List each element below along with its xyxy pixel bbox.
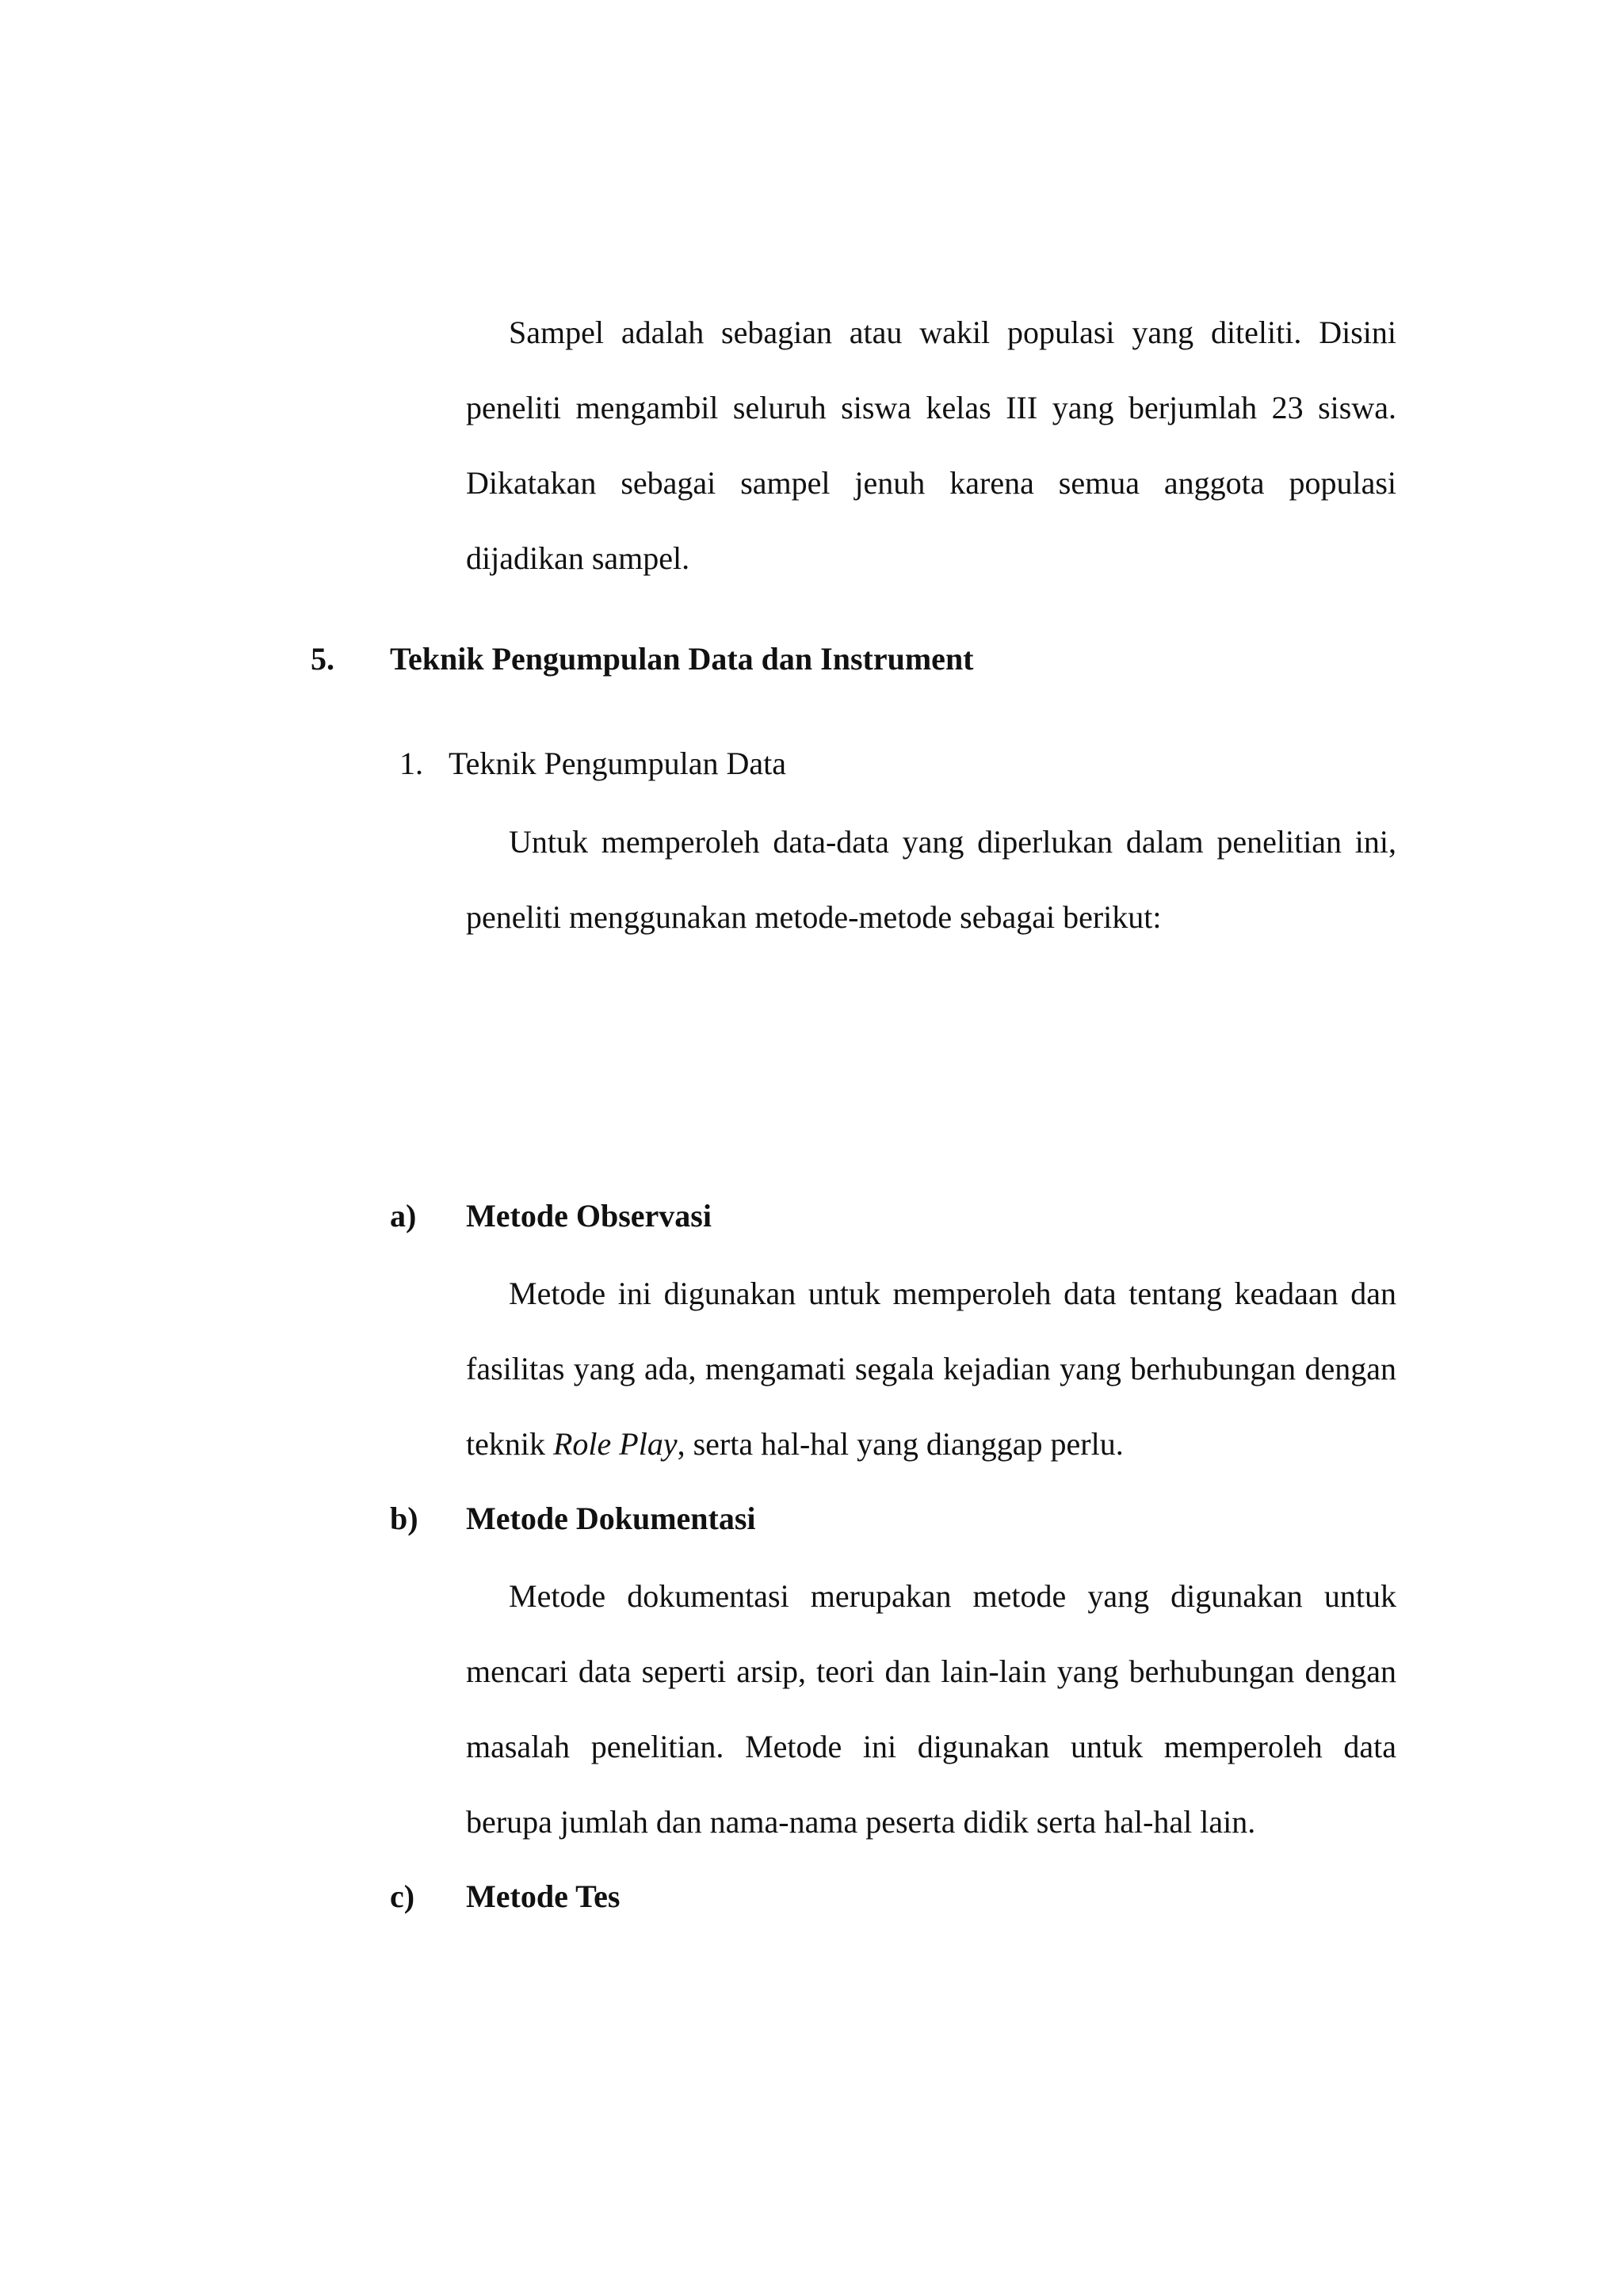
observasi-text-end: , serta hal-hal yang dianggap perlu. (677, 1426, 1124, 1462)
item-paragraph-dokumentasi: Metode dokumentasi merupakan metode yang digunakan untuk mencari data seperti arsip, teori dan lain-lain yang berhubungan dengan masalah penelitian. Metode ini digunakan untuk memperoleh data berupa jumlah dan nama-nama peserta didik serta hal-hal lain. (466, 1578, 1396, 1840)
item-title-tes: Metode Tes (466, 1878, 621, 1914)
role-play-term: Role Play (552, 1426, 678, 1462)
observasi-text-start: Metode ini digunakan untuk memperoleh data tentang keadaan dan fasilitas yang ada, mengamati segala kejadian yang berhubungan dengan teknik (466, 1276, 1396, 1462)
item-title-dokumentasi: Metode Dokumentasi (466, 1501, 756, 1536)
section-title: Teknik Pengumpulan Data dan Instrument (390, 641, 974, 677)
item-paragraph-observasi (466, 1256, 1396, 1482)
item-title-observasi: Metode Observasi (466, 1198, 712, 1234)
subsection-paragraph: Untuk memperoleh data-data yang diperlukan dalam penelitian ini, peneliti menggunakan metode-metode sebagai berikut: (466, 824, 1396, 935)
section-number: 5. (311, 641, 334, 677)
subsection-number: 1. (399, 746, 423, 781)
subsection-title: Teknik Pengumpulan Data (449, 746, 786, 781)
item-letter-c: c) (390, 1878, 415, 1914)
item-letter-b: b) (390, 1501, 418, 1536)
intro-paragraph: Sampel adalah sebagian atau wakil populasi yang diteliti. Disini peneliti mengambil seluruh siswa kelas III yang berjumlah 23 siswa. Dikatakan sebagai sampel jenuh karena semua anggota populasi dijadikan sampel. (466, 315, 1396, 576)
item-letter-a: a) (390, 1198, 417, 1234)
